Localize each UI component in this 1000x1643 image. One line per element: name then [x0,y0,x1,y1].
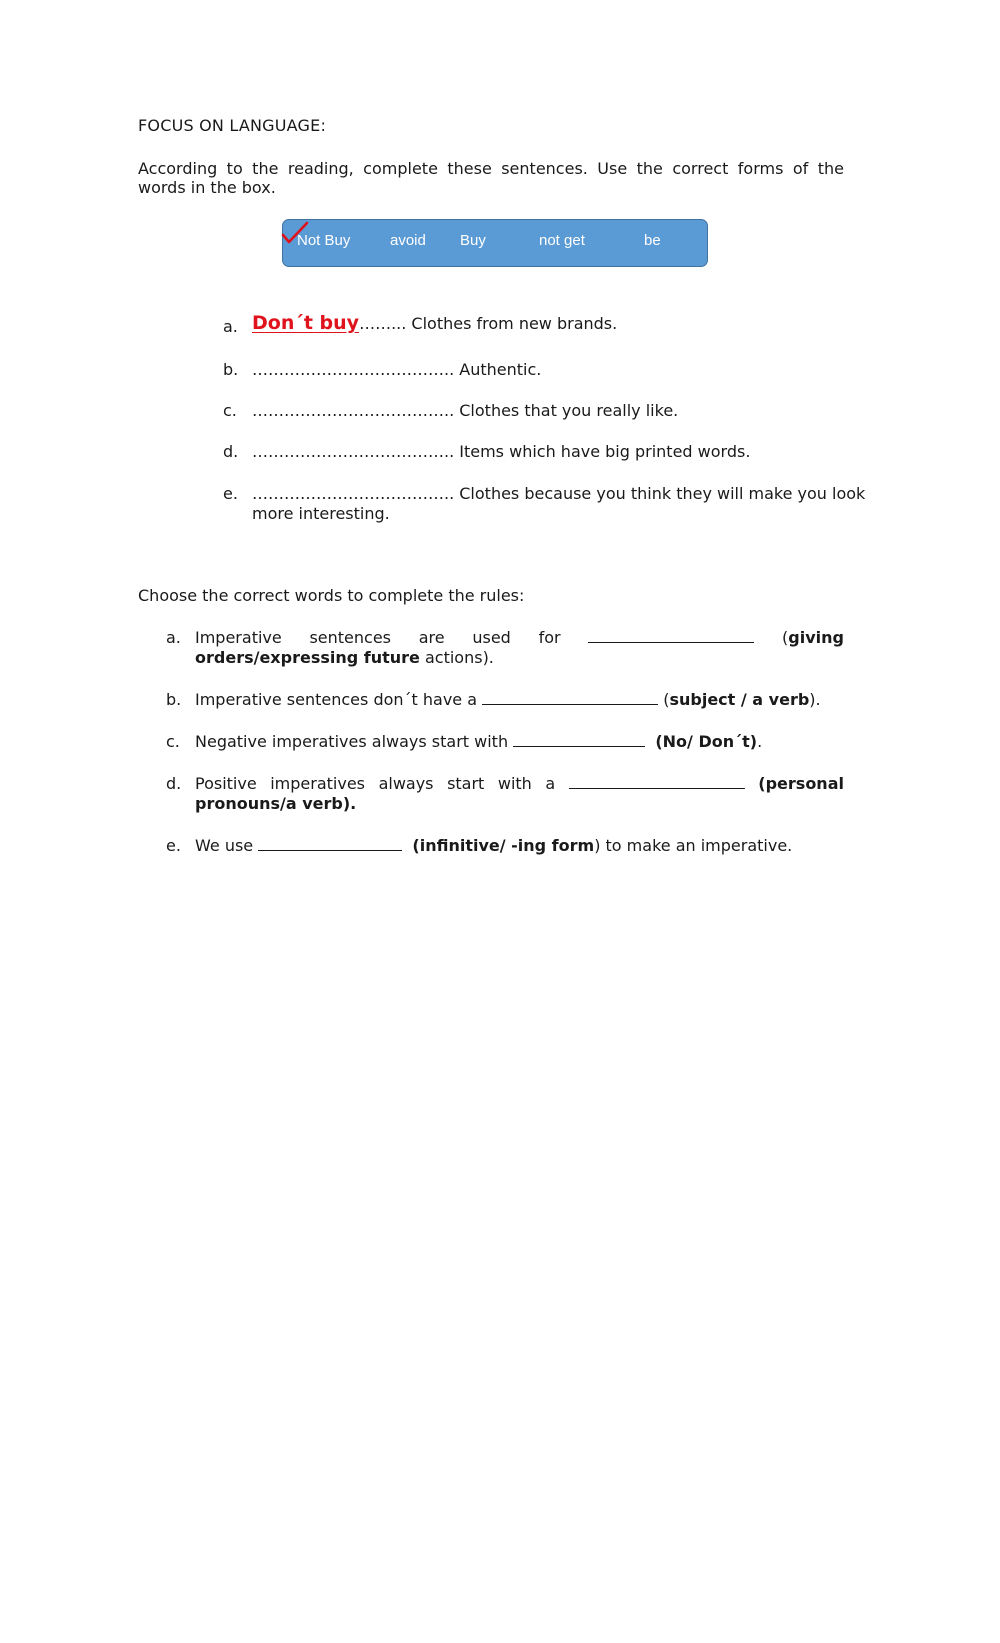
item-letter: d. [166,774,182,793]
instructions: According to the reading, complete these sentences. Use the correct forms of the words in the box. [138,159,844,197]
word-not-buy: Not Buy [297,232,351,249]
rule-word: start [447,774,485,793]
item-text: Clothes that you really like. [454,401,679,420]
section-heading: FOCUS ON LANGUAGE: [138,116,327,135]
answer-blank[interactable]: ……………………………….. [252,442,455,461]
item-letter: b. [166,690,182,709]
option-text: (personal [758,774,844,793]
rule-word: a [545,774,556,793]
option-text: (infinitive/ -ing form [412,836,595,855]
rule-word: Positive [195,774,257,793]
option-text: orders/expressing future [195,648,420,667]
item-letter: c. [166,732,180,751]
rule-word: are [418,628,445,647]
item-letter: d. [223,442,239,461]
rule-text: actions). [419,648,494,667]
word-avoid: avoid [390,232,426,249]
answer-blank[interactable]: ……………………………….. [252,401,455,420]
rule-word: imperatives [270,774,366,793]
rule-text: . [757,732,763,751]
item-text: Authentic. [454,360,542,379]
filled-answer: Don´t buy [252,312,360,334]
option-text: subject / a verb [669,690,810,709]
answer-blank[interactable]: ……………………………….. [252,484,455,503]
word-not-get: not get [539,232,585,249]
item-letter: e. [223,484,238,503]
rule-word: with [497,774,532,793]
rule-word: always [378,774,434,793]
rule-word: used [472,628,511,647]
answer-blank[interactable] [588,628,754,643]
option-text: (No/ Don´t) [655,732,758,751]
rule-text: ). [809,690,821,709]
rule-word: sentences [309,628,392,647]
rule-word: Imperative [195,628,282,647]
answer-dots: …….. [359,314,402,333]
rule-word: for [538,628,561,647]
item-text: . Clothes from new brands. [401,314,618,333]
rule-text: Negative imperatives always start with [195,732,514,751]
answer-blank[interactable] [569,774,745,789]
option-text: pronouns/a verb). [195,794,357,813]
answer-blank[interactable]: ……………………………….. [252,360,455,379]
item-text: Clothes because you think they will make you look [454,484,866,503]
word-box [282,219,708,267]
answer-blank[interactable] [482,690,658,705]
item-letter: e. [166,836,181,855]
item-text-continued: more interesting. [252,504,390,523]
item-letter: a. [223,317,238,336]
item-letter: c. [223,401,237,420]
word-be: be [644,232,661,249]
rule-text: ) to make an imperative. [594,836,793,855]
open-paren: ( [782,628,789,647]
word-buy: Buy [460,232,486,249]
item-text: Items which have big printed words. [454,442,751,461]
item-letter: b. [223,360,239,379]
open-paren: ( [663,690,670,709]
answer-blank[interactable] [258,836,402,851]
exercise-title: Choose the correct words to complete the rules: [138,586,525,605]
rule-text: We use [195,836,259,855]
rule-text: Imperative sentences don´t have a [195,690,483,709]
answer-blank[interactable] [513,732,645,747]
option-text: giving [788,628,844,647]
item-letter: a. [166,628,181,647]
